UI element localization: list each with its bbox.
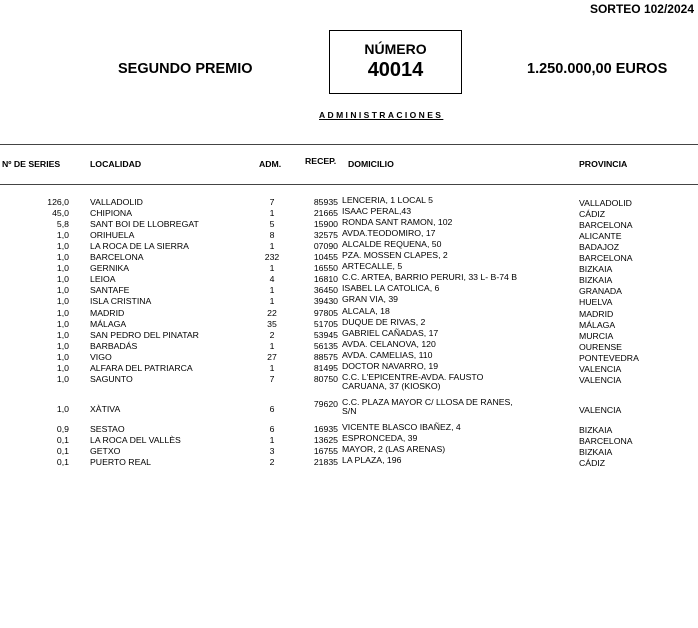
row-series: 5,8 (56, 219, 69, 230)
row-domicilio (342, 434, 417, 444)
row-recep: 88575 (313, 351, 338, 362)
draw-number: SORTEO 102/2024 (589, 2, 694, 16)
row-adm: 1 (269, 208, 275, 219)
row-provincia: ALICANTE (579, 231, 622, 242)
domicilio-line: GRAN VIA, 39 (342, 294, 399, 305)
number-label: NÚMERO (364, 41, 427, 57)
row-provincia: MADRID (579, 308, 614, 319)
row-recep: 16935 (313, 423, 338, 434)
domicilio-line: ALCALA, 18 (342, 305, 390, 316)
row-adm: 6 (269, 423, 275, 434)
row-domicilio (342, 456, 401, 466)
col-header-domicilio: DOMICILIO (348, 159, 394, 169)
row-domicilio (342, 196, 433, 206)
row-provincia: MURCIA (579, 330, 614, 341)
row-provincia: BARCELONA (579, 253, 633, 264)
row-recep: 13625 (313, 434, 338, 445)
domicilio-line: C.C. PLAZA MAYOR C/ LLOSA DE RANES, (342, 396, 513, 407)
domicilio-line: DOCTOR NAVARRO, 19 (342, 360, 439, 371)
row-recep: 16755 (313, 446, 338, 456)
row-series: 1,0 (56, 340, 69, 351)
domicilio-line: AVDA. CELANOVA, 120 (342, 338, 436, 349)
row-localidad: GERNIKA (90, 263, 130, 274)
row-recep: 16810 (313, 274, 338, 285)
row-series: 1,0 (56, 307, 69, 318)
row-provincia: BIZKAIA (579, 275, 613, 286)
row-domicilio (342, 445, 445, 455)
row-localidad: ORIHUELA (90, 230, 135, 241)
row-adm: 6 (269, 403, 275, 414)
row-adm: 3 (269, 446, 275, 456)
row-domicilio (342, 262, 402, 272)
row-recep: 56135 (313, 340, 338, 351)
winning-number: 40014 (367, 59, 424, 81)
row-adm: 7 (269, 197, 275, 207)
row-localidad: LEIOA (90, 274, 116, 285)
col-header-localidad: LOCALIDAD (90, 159, 142, 169)
row-localidad: BARBADÁS (90, 340, 138, 351)
row-recep: 15900 (313, 219, 338, 230)
row-adm: 1 (269, 434, 275, 445)
row-provincia: VALLADOLID (579, 198, 632, 208)
row-localidad: SAN PEDRO DEL PINATAR (90, 329, 199, 340)
row-adm: 7 (269, 373, 275, 384)
row-series: 0,1 (56, 457, 69, 468)
row-series: 1,0 (56, 252, 69, 263)
row-domicilio (342, 318, 425, 328)
row-provincia: GRANADA (579, 286, 622, 297)
row-series: 1,0 (56, 329, 69, 340)
row-domicilio (342, 423, 461, 433)
row-recep: 32575 (313, 230, 338, 241)
row-adm: 5 (269, 219, 275, 230)
row-series: 1,0 (56, 241, 69, 252)
row-recep: 51705 (313, 318, 338, 329)
row-recep: 79620 (313, 398, 338, 409)
row-series: 1,0 (56, 403, 69, 414)
row-adm: 1 (269, 285, 275, 296)
row-localidad: ALFARA DEL PATRIARCA (90, 362, 193, 373)
domicilio-line: AVDA.TEODOMIRO, 17 (342, 228, 436, 239)
row-domicilio (342, 218, 452, 228)
row-domicilio (342, 351, 432, 361)
row-adm: 1 (269, 241, 275, 252)
domicilio-line: PZA. MOSSEN CLAPES, 2 (342, 250, 448, 261)
domicilio-line: ESPRONCEDA, 39 (342, 432, 418, 443)
row-provincia: PONTEVEDRA (579, 352, 639, 363)
row-recep: 80750 (313, 373, 338, 384)
row-domicilio (342, 240, 441, 250)
domicilio-line: RONDA SANT RAMON, 102 (342, 217, 453, 228)
row-adm: 1 (269, 362, 275, 373)
row-localidad: MADRID (90, 307, 125, 318)
row-adm: 4 (269, 274, 275, 285)
col-header-provincia: PROVINCIA (579, 159, 628, 169)
row-series: 1,0 (56, 296, 69, 307)
row-provincia: BARCELONA (579, 220, 633, 231)
domicilio-line: C.C. L'EPICENTRE-AVDA. FAUSTO (342, 371, 484, 382)
row-localidad: PUERTO REAL (90, 457, 151, 468)
col-header-recep: RECEP. (305, 156, 337, 166)
winning-number-box (329, 30, 462, 94)
row-provincia: CÁDIZ (579, 458, 606, 469)
row-localidad: SANTAFE (90, 285, 130, 296)
row-recep: 81495 (313, 362, 338, 373)
row-series: 1,0 (56, 263, 69, 274)
row-localidad: ISLA CRISTINA (90, 296, 152, 307)
domicilio-line: ARTECALLE, 5 (342, 261, 403, 272)
row-series: 45,0 (52, 208, 69, 219)
row-adm: 232 (264, 252, 280, 263)
row-provincia: VALENCIA (579, 404, 622, 415)
domicilio-line: MAYOR, 2 (LAS ARENAS) (342, 444, 446, 454)
prize-amount: 1.250.000,00 EUROS (527, 61, 668, 77)
domicilio-line: C.C. ARTEA, BARRIO PERURI, 33 L- B-74 B (342, 272, 518, 283)
domicilio-line: DUQUE DE RIVAS, 2 (342, 316, 426, 327)
row-series: 1,0 (56, 274, 69, 285)
row-recep: 97805 (313, 307, 338, 318)
row-series: 0,1 (56, 434, 69, 445)
domicilio-line: AVDA. CAMELIAS, 110 (342, 349, 433, 360)
domicilio-line: ISAAC PERAL,43 (342, 206, 412, 217)
row-series: 0,9 (56, 423, 69, 434)
row-localidad: BARCELONA (90, 252, 144, 263)
row-localidad: VALLADOLID (90, 197, 143, 207)
row-recep: 85935 (313, 197, 338, 207)
row-series: 1,0 (56, 318, 69, 329)
row-localidad: SAGUNTO (90, 373, 133, 384)
row-adm: 1 (269, 263, 275, 274)
row-adm: 1 (269, 296, 275, 307)
row-recep: 21835 (313, 457, 338, 468)
row-recep: 39430 (313, 296, 338, 307)
col-header-adm: ADM. (259, 159, 282, 169)
row-localidad: LA ROCA DE LA SIERRA (90, 241, 189, 252)
row-localidad: LA ROCA DEL VALLÈS (90, 434, 181, 445)
row-provincia: BIZKAIA (579, 447, 613, 457)
row-series: 126,0 (47, 197, 69, 207)
row-provincia: BARCELONA (579, 435, 633, 446)
section-title: ADMINISTRACIONES (319, 110, 444, 120)
col-header-series: Nº DE SERIES (2, 159, 61, 169)
row-provincia: BADAJOZ (579, 242, 620, 253)
row-adm: 35 (267, 318, 277, 329)
row-recep: 36450 (313, 285, 338, 296)
domicilio-line: CARUANA, 37 (KIOSKO) (342, 381, 441, 392)
domicilio-line: ISABEL LA CATOLICA, 6 (342, 283, 440, 294)
header-bottom-divider (0, 184, 698, 185)
row-series: 1,0 (56, 362, 69, 373)
domicilio-line: LA PLAZA, 196 (342, 455, 402, 466)
row-provincia: MÁLAGA (579, 319, 616, 330)
row-adm: 27 (267, 351, 277, 362)
row-provincia: HUELVA (579, 297, 613, 308)
row-domicilio (342, 273, 517, 283)
row-adm: 22 (267, 307, 277, 318)
row-adm: 8 (269, 230, 275, 241)
domicilio-line: LENCERIA, 1 LOCAL 5 (342, 195, 433, 205)
row-series: 1,0 (56, 230, 69, 241)
row-recep: 53945 (313, 329, 338, 340)
domicilio-line: S/N (342, 406, 357, 417)
row-provincia: BIZKAIA (579, 424, 613, 435)
row-domicilio (342, 398, 513, 417)
row-provincia: VALENCIA (579, 374, 622, 385)
row-recep: 16550 (313, 263, 338, 274)
row-series: 1,0 (56, 351, 69, 362)
row-domicilio (342, 295, 398, 305)
row-localidad: XÀTIVA (90, 403, 121, 414)
row-domicilio (342, 329, 438, 339)
row-localidad: GETXO (90, 446, 121, 456)
row-adm: 1 (269, 340, 275, 351)
row-localidad: CHIPIONA (90, 208, 132, 219)
row-provincia: VALENCIA (579, 363, 622, 374)
row-series: 1,0 (56, 285, 69, 296)
row-provincia: BIZKAIA (579, 264, 613, 275)
row-domicilio (342, 340, 436, 350)
row-domicilio (342, 307, 390, 317)
domicilio-line: VICENTE BLASCO IBAÑEZ, 4 (342, 421, 461, 432)
prize-title: SEGUNDO PREMIO (118, 61, 253, 77)
row-localidad: VIGO (90, 351, 112, 362)
row-adm: 2 (269, 329, 275, 340)
row-series: 0,1 (56, 446, 69, 456)
row-adm: 2 (269, 457, 275, 468)
row-domicilio (342, 229, 436, 239)
row-domicilio (342, 373, 483, 392)
row-localidad: SESTAO (90, 423, 125, 434)
row-domicilio (342, 207, 411, 217)
row-series: 1,0 (56, 373, 69, 384)
row-provincia: CÁDIZ (579, 209, 606, 220)
domicilio-line: ALCALDE REQUENA, 50 (342, 239, 442, 250)
row-provincia: OURENSE (579, 341, 622, 352)
row-recep: 07090 (313, 241, 338, 252)
row-domicilio (342, 284, 439, 294)
row-recep: 10455 (313, 252, 338, 263)
row-domicilio (342, 362, 438, 372)
row-localidad: MÁLAGA (90, 318, 127, 329)
header-top-divider (0, 144, 698, 145)
row-domicilio (342, 251, 448, 261)
domicilio-line: GABRIEL CAÑADAS, 17 (342, 327, 439, 338)
row-recep: 21665 (313, 208, 338, 219)
row-localidad: SANT BOI DE LLOBREGAT (90, 219, 199, 230)
